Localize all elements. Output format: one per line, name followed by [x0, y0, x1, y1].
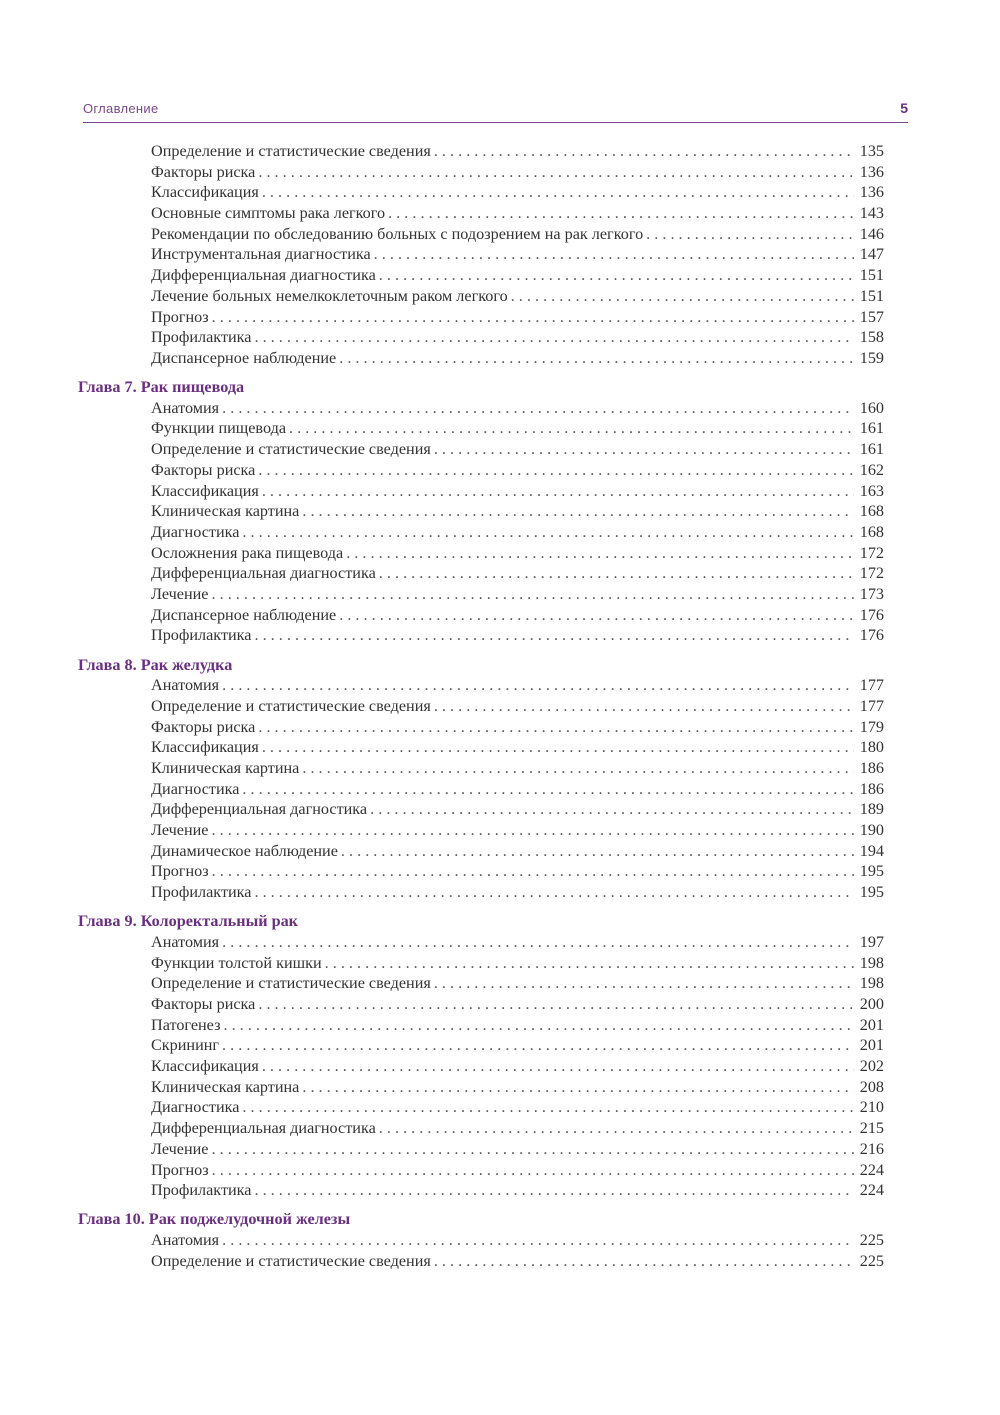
- toc-entry[interactable]: [78, 182, 884, 203]
- toc-entry-title: Факторы риска: [151, 995, 256, 1013]
- toc-entry[interactable]: [78, 882, 884, 903]
- toc-entry[interactable]: [78, 696, 884, 717]
- toc-entry-page: 146: [859, 224, 884, 243]
- toc-entry[interactable]: [78, 1118, 884, 1139]
- toc-entry-title: Профилактика: [151, 883, 252, 902]
- toc-entry-title: Дифференциальная диагностика: [151, 1119, 376, 1138]
- toc-entry-title: Факторы риска: [151, 162, 256, 181]
- dot-leader: [434, 439, 854, 460]
- dot-leader: [222, 1035, 854, 1056]
- toc-entry-title: Диагностика: [151, 522, 240, 541]
- dot-leader: [254, 327, 853, 348]
- toc-entry-page: 172: [859, 543, 884, 562]
- dot-leader: [302, 758, 853, 779]
- dot-leader: [212, 584, 854, 605]
- toc-entry-title: Клиническая картина: [151, 502, 300, 521]
- toc-entry-page: 201: [859, 1015, 884, 1034]
- toc-entry-page: 186: [859, 779, 884, 798]
- toc-entry-title: Дифференциальная дагностика: [151, 800, 368, 819]
- toc-entry-page: 190: [859, 821, 884, 839]
- dot-leader: [254, 625, 853, 646]
- dot-leader: [242, 522, 853, 543]
- dot-leader: [511, 286, 854, 307]
- dot-leader: [222, 1230, 854, 1251]
- dot-leader: [339, 605, 854, 626]
- toc-entry[interactable]: [78, 841, 884, 862]
- toc-entry-title: Функции пищевода: [151, 419, 287, 438]
- toc-entry-title: Определение и статистические сведения: [151, 440, 431, 459]
- toc-entry-page: 143: [859, 204, 884, 223]
- dot-leader: [242, 1097, 853, 1118]
- toc-entry[interactable]: [78, 286, 884, 307]
- toc-entry-page: 200: [859, 995, 884, 1013]
- toc-entry-title: Основные симптомы рака легкого: [151, 204, 386, 223]
- toc-entry[interactable]: [78, 203, 884, 224]
- toc-entry[interactable]: [78, 522, 884, 543]
- dot-leader: [289, 418, 854, 439]
- toc-entry-page: 194: [859, 841, 884, 860]
- toc-entry-title: Диагностика: [151, 779, 240, 798]
- toc-entry-page: 189: [859, 800, 884, 819]
- toc-entry-page: 208: [859, 1077, 884, 1096]
- dot-leader: [258, 717, 853, 738]
- dot-leader: [370, 799, 854, 820]
- toc-entry-title: Дифференциальная диагностика: [151, 266, 376, 285]
- toc-entry-title: Определение и статистические сведения: [151, 974, 431, 993]
- dot-leader: [388, 203, 854, 224]
- dot-leader: [212, 861, 854, 882]
- chapter-heading[interactable]: Глава 10. Рак поджелудочной железы: [78, 1210, 351, 1229]
- toc-entry[interactable]: [78, 973, 884, 994]
- toc-entry[interactable]: [78, 1056, 884, 1077]
- toc-entry-title: Прогноз: [151, 307, 209, 326]
- page-number: 5: [900, 100, 908, 116]
- toc-entry[interactable]: [78, 501, 884, 522]
- toc-entry-page: 136: [859, 183, 884, 202]
- toc-entry[interactable]: [78, 141, 884, 162]
- dot-leader: [212, 820, 854, 841]
- toc-entry-page: 135: [859, 142, 884, 160]
- dot-leader: [302, 1077, 853, 1098]
- toc-entry[interactable]: [78, 1015, 884, 1036]
- toc-entry-title: Классификация: [151, 481, 259, 500]
- toc-entry[interactable]: [78, 307, 884, 328]
- toc-entry-page: 225: [859, 1251, 884, 1270]
- toc-entry-title: Клиническая картина: [151, 758, 300, 777]
- toc-entry-title: Классификация: [151, 183, 259, 202]
- toc-entry-title: Факторы риска: [151, 717, 256, 736]
- toc-entry-title: Рекомендации по обследованию больных с подозрением на рак легкого: [151, 224, 644, 243]
- toc-entry-title: Определение и статистические сведения: [151, 1251, 431, 1270]
- dot-leader: [434, 141, 854, 162]
- toc-entry-title: Функции толстой кишки: [151, 953, 322, 972]
- toc-entry-page: 160: [859, 398, 884, 417]
- toc-entry-page: 176: [859, 605, 884, 624]
- toc-entry-page: 180: [859, 738, 884, 757]
- toc-entry[interactable]: [78, 224, 884, 245]
- toc-entry-page: 224: [859, 1160, 884, 1179]
- toc-entry-page: 168: [859, 522, 884, 541]
- toc-entry[interactable]: [78, 779, 884, 800]
- toc-entry-page: 173: [859, 584, 884, 603]
- dot-leader: [262, 1056, 854, 1077]
- dot-leader: [341, 841, 854, 862]
- toc-entry-title: Лечение: [151, 584, 209, 603]
- toc-entry-title: Факторы риска: [151, 460, 256, 479]
- dot-leader: [212, 307, 854, 328]
- toc-entry-page: 216: [859, 1139, 884, 1158]
- toc-entry[interactable]: [78, 398, 884, 419]
- toc-entry-page: 136: [859, 162, 884, 181]
- toc-entry-page: 210: [859, 1098, 884, 1117]
- toc-entry-page: 198: [859, 953, 884, 972]
- toc-entry-title: Инструментальная диагностика: [151, 245, 371, 264]
- dot-leader: [646, 224, 854, 245]
- dot-leader: [379, 563, 854, 584]
- toc-entry-page: 147: [859, 245, 884, 264]
- dot-leader: [325, 953, 854, 974]
- toc-entry[interactable]: [78, 439, 884, 460]
- dot-leader: [262, 737, 854, 758]
- dot-leader: [434, 1251, 854, 1272]
- toc-entry-title: Динамическое наблюдение: [151, 841, 338, 860]
- toc-entry-title: Прогноз: [151, 1160, 209, 1179]
- dot-leader: [258, 162, 853, 183]
- toc-entry-title: Анатомия: [151, 398, 220, 417]
- toc-entry-title: Лечение: [151, 1139, 209, 1158]
- toc-entry-page: 195: [859, 862, 884, 881]
- toc-entry[interactable]: [78, 1077, 884, 1098]
- toc-entry-page: 158: [859, 328, 884, 347]
- toc-entry[interactable]: [78, 1097, 884, 1118]
- toc-entry-title: Анатомия: [151, 676, 220, 695]
- toc-entry[interactable]: [78, 584, 884, 605]
- toc-entry-page: 172: [859, 564, 884, 583]
- toc-entry-page: 176: [859, 626, 884, 645]
- toc-entry-page: 195: [859, 883, 884, 902]
- toc-entry-page: 215: [859, 1119, 884, 1138]
- toc-entry-title: Диагностика: [151, 1098, 240, 1117]
- dot-leader: [346, 543, 854, 564]
- toc-entry[interactable]: [78, 625, 884, 646]
- toc-entry-title: Анатомия: [151, 932, 220, 951]
- toc-entry[interactable]: [78, 758, 884, 779]
- toc-entry[interactable]: [78, 543, 884, 564]
- toc-entry-title: Профилактика: [151, 626, 252, 645]
- toc-entry[interactable]: [78, 1180, 884, 1201]
- dot-leader: [262, 481, 854, 502]
- toc-entry-page: 161: [859, 419, 884, 438]
- dot-leader: [254, 882, 853, 903]
- toc-entry-title: Определение и статистические сведения: [151, 142, 431, 160]
- toc-entry[interactable]: [78, 244, 884, 265]
- toc-entry[interactable]: [78, 348, 884, 369]
- toc-entry[interactable]: [78, 994, 884, 1015]
- toc-entry-page: 197: [859, 932, 884, 951]
- dot-leader: [242, 779, 853, 800]
- toc-entry-title: Профилактика: [151, 328, 252, 347]
- dot-leader: [379, 265, 854, 286]
- toc-entry[interactable]: [78, 799, 884, 820]
- toc-entry[interactable]: [78, 1035, 884, 1056]
- dot-leader: [222, 398, 854, 419]
- toc-entry-title: Лечение: [151, 821, 209, 839]
- toc-entry-page: 163: [859, 481, 884, 500]
- toc-entry[interactable]: [78, 953, 884, 974]
- toc-entry[interactable]: [78, 820, 884, 841]
- toc-entry-page: 157: [859, 307, 884, 326]
- toc-entry-page: 224: [859, 1181, 884, 1200]
- toc-entry[interactable]: [78, 418, 884, 439]
- dot-leader: [434, 973, 854, 994]
- toc-entry-page: 151: [859, 266, 884, 285]
- toc-entry-title: Клиническая картина: [151, 1077, 300, 1096]
- dot-leader: [434, 696, 854, 717]
- toc-entry[interactable]: [78, 605, 884, 626]
- running-title: Оглавление: [83, 101, 159, 116]
- dot-leader: [339, 348, 854, 369]
- dot-leader: [262, 182, 854, 203]
- toc-entry-page: 177: [859, 696, 884, 715]
- dot-leader: [222, 932, 854, 953]
- toc-entry-page: 201: [859, 1036, 884, 1055]
- toc-entry[interactable]: [78, 737, 884, 758]
- toc-entry-page: 225: [859, 1231, 884, 1250]
- toc-entry-title: Осложнения рака пищевода: [151, 543, 344, 562]
- toc-entry-page: 177: [859, 676, 884, 695]
- toc-entry[interactable]: [78, 717, 884, 738]
- toc-entry-page: 179: [859, 717, 884, 736]
- chapter-heading[interactable]: Глава 9. Колоректальный рак: [78, 912, 299, 931]
- toc-entry-title: Классификация: [151, 738, 259, 757]
- toc-entry[interactable]: [78, 327, 884, 348]
- toc-entry-title: Скрининг: [151, 1036, 220, 1055]
- dot-leader: [223, 1015, 853, 1036]
- toc-entry-title: Определение и статистические сведения: [151, 696, 431, 715]
- toc-entry-title: Прогноз: [151, 862, 209, 881]
- toc-entry[interactable]: [78, 1160, 884, 1181]
- toc-entry-page: 159: [859, 348, 884, 367]
- toc-entry-page: 168: [859, 502, 884, 521]
- toc-entry-title: Профилактика: [151, 1181, 252, 1200]
- dot-leader: [258, 994, 853, 1015]
- toc-entry-page: 198: [859, 974, 884, 993]
- toc-entry-title: Диспансерное наблюдение: [151, 605, 337, 624]
- toc-entry-title: Анатомия: [151, 1231, 220, 1250]
- toc-entry-title: Лечение больных немелкоклеточным раком легкого: [151, 286, 508, 305]
- toc-entry[interactable]: [78, 265, 884, 286]
- toc-entry-title: Диспансерное наблюдение: [151, 348, 337, 367]
- toc-entry-title: Классификация: [151, 1057, 259, 1076]
- toc-entry[interactable]: [78, 675, 884, 696]
- table-of-contents: [78, 141, 884, 1271]
- toc-entry-page: 162: [859, 460, 884, 479]
- toc-entry[interactable]: [78, 932, 884, 953]
- dot-leader: [374, 244, 854, 265]
- chapter-heading[interactable]: Глава 8. Рак желудка: [78, 655, 233, 674]
- toc-entry-title: Дифференциальная диагностика: [151, 564, 376, 583]
- toc-entry[interactable]: [78, 481, 884, 502]
- chapter-heading[interactable]: Глава 7. Рак пищевода: [78, 378, 245, 397]
- dot-leader: [302, 501, 853, 522]
- toc-entry[interactable]: [78, 1251, 884, 1272]
- toc-entry[interactable]: [78, 162, 884, 183]
- dot-leader: [212, 1160, 854, 1181]
- page-header: [83, 100, 908, 123]
- toc-entry-page: 186: [859, 758, 884, 777]
- toc-entry[interactable]: [78, 1230, 884, 1251]
- toc-entry[interactable]: [78, 563, 884, 584]
- toc-entry[interactable]: [78, 861, 884, 882]
- toc-entry-page: 161: [859, 440, 884, 459]
- dot-leader: [379, 1118, 854, 1139]
- dot-leader: [258, 460, 853, 481]
- dot-leader: [222, 675, 854, 696]
- dot-leader: [212, 1139, 854, 1160]
- toc-entry[interactable]: [78, 460, 884, 481]
- toc-entry-page: 202: [859, 1057, 884, 1076]
- toc-entry[interactable]: [78, 1139, 884, 1160]
- toc-entry-title: Патогенез: [151, 1015, 221, 1034]
- dot-leader: [254, 1180, 853, 1201]
- toc-entry-page: 151: [859, 286, 884, 305]
